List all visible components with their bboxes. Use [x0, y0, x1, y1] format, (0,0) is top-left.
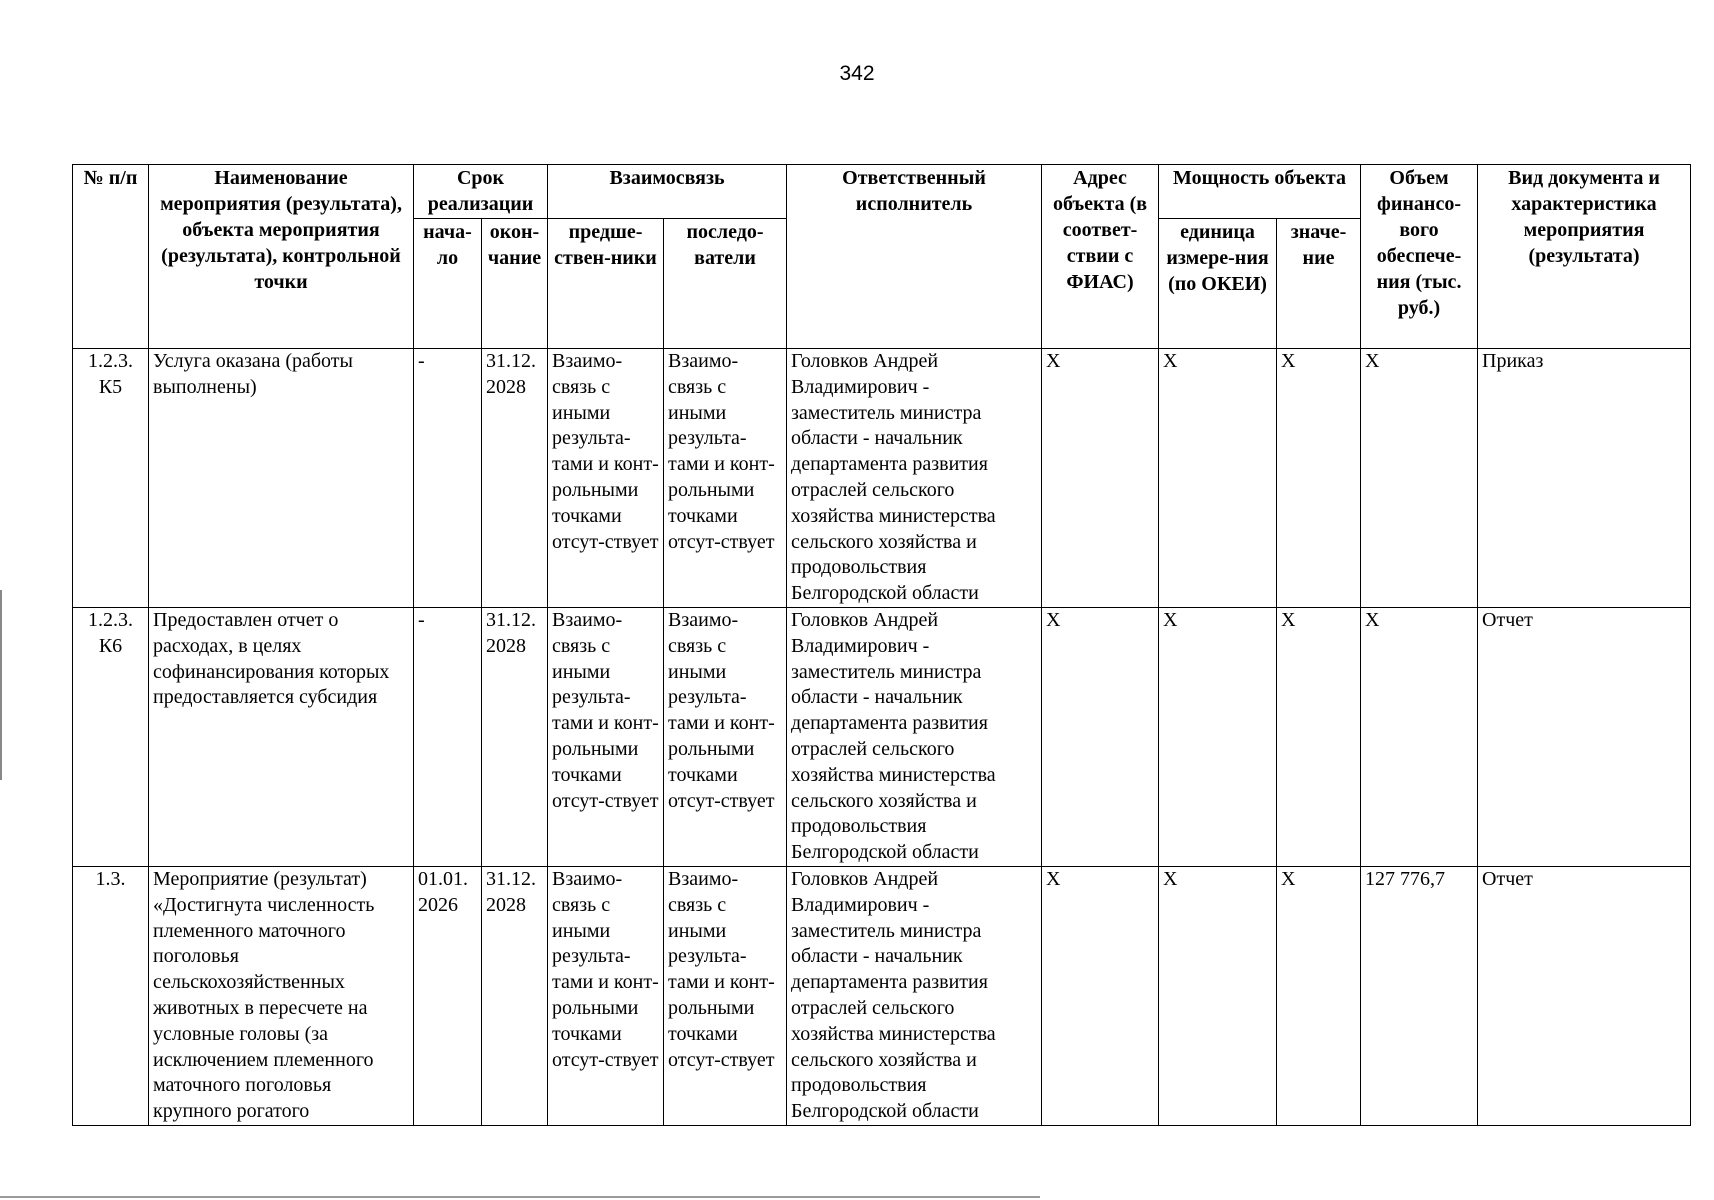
- header-link: Взаимосвязь: [548, 165, 787, 219]
- scan-edge-mark: [0, 590, 2, 780]
- row-start: -: [414, 349, 482, 608]
- row-start: -: [414, 607, 482, 866]
- row-predecessors: Взаимо-связь с иными результа-тами и конт-рольными точками отсут-ствует: [548, 866, 664, 1125]
- row-address: Х: [1042, 607, 1159, 866]
- header-link-next: последо-ватели: [664, 219, 787, 349]
- row-successors: Взаимо-связь с иными результа-тами и конт-рольными точками отсут-ствует: [664, 607, 787, 866]
- row-finance: Х: [1361, 607, 1478, 866]
- row-predecessors: Взаимо-связь с иными результа-тами и конт-рольными точками отсут-ствует: [548, 607, 664, 866]
- row-name: Услуга оказана (работы выполнены): [149, 349, 414, 608]
- header-num: № п/п: [73, 165, 149, 349]
- table-row: [73, 866, 1691, 1125]
- header-term-start: нача-ло: [414, 219, 482, 349]
- row-unit: Х: [1159, 607, 1277, 866]
- row-value: Х: [1277, 866, 1361, 1125]
- header-power-value: значе-ние: [1277, 219, 1361, 349]
- table-row: [73, 349, 1691, 608]
- row-end: 31.12. 2028: [482, 607, 548, 866]
- header-term-end: окон-чание: [482, 219, 548, 349]
- row-number: 1.2.3. К5: [73, 349, 149, 608]
- row-unit: Х: [1159, 349, 1277, 608]
- row-number: 1.2.3. К6: [73, 607, 149, 866]
- row-unit: Х: [1159, 866, 1277, 1125]
- row-responsible: Головков Андрей Владимирович - заместитель министра области - начальник департамента развития отраслей сельского хозяйства министерства сельского хозяйства и продовольствия Белгородской области: [787, 349, 1042, 608]
- scan-bottom-line: [0, 1196, 1040, 1198]
- row-responsible: Головков Андрей Владимирович - заместитель министра области - начальник департамента развития отраслей сельского хозяйства министерства сельского хозяйства и продовольствия Белгородской области: [787, 607, 1042, 866]
- activities-table: [72, 164, 1691, 1126]
- header-power-unit: единица измере-ния (по ОКЕИ): [1159, 219, 1277, 349]
- header-link-prev: предше-ствен-ники: [548, 219, 664, 349]
- header-name: Наименование мероприятия (результата), объекта мероприятия (результата), контрольной точки: [149, 165, 414, 349]
- row-number: 1.3.: [73, 866, 149, 1125]
- row-document: Приказ: [1478, 349, 1691, 608]
- row-address: Х: [1042, 866, 1159, 1125]
- row-successors: Взаимо-связь с иными результа-тами и конт-рольными точками отсут-ствует: [664, 349, 787, 608]
- row-address: Х: [1042, 349, 1159, 608]
- header-finance: Объем финансо-вого обеспече-ния (тыс. руб.): [1361, 165, 1478, 349]
- header-document: Вид документа и характеристика мероприятия (результата): [1478, 165, 1691, 349]
- row-value: Х: [1277, 349, 1361, 608]
- row-finance: 127 776,7: [1361, 866, 1478, 1125]
- row-start: 01.01. 2026: [414, 866, 482, 1125]
- row-predecessors: Взаимо-связь с иными результа-тами и конт-рольными точками отсут-ствует: [548, 349, 664, 608]
- row-document: Отчет: [1478, 607, 1691, 866]
- header-term: Срок реализации: [414, 165, 548, 219]
- row-end: 31.12. 2028: [482, 866, 548, 1125]
- row-value: Х: [1277, 607, 1361, 866]
- row-name: Мероприятие (результат) «Достигнута численность племенного маточного поголовья сельскохозяйственных животных в пересчете на условные головы (за исключением племенного маточного поголовья крупного рогатого: [149, 866, 414, 1125]
- page-number: 342: [839, 62, 875, 85]
- row-document: Отчет: [1478, 866, 1691, 1125]
- header-power: Мощность объекта: [1159, 165, 1361, 219]
- row-responsible: Головков Андрей Владимирович - заместитель министра области - начальник департамента развития отраслей сельского хозяйства министерства сельского хозяйства и продовольствия Белгородской области: [787, 866, 1042, 1125]
- header-address: Адрес объекта (в соответ-ствии с ФИАС): [1042, 165, 1159, 349]
- header-responsible: Ответственный исполнитель: [787, 165, 1042, 349]
- table-row: [73, 607, 1691, 866]
- row-name: Предоставлен отчет о расходах, в целях софинансирования которых предоставляется субсидия: [149, 607, 414, 866]
- row-end: 31.12. 2028: [482, 349, 548, 608]
- row-finance: Х: [1361, 349, 1478, 608]
- row-successors: Взаимо-связь с иными результа-тами и конт-рольными точками отсут-ствует: [664, 866, 787, 1125]
